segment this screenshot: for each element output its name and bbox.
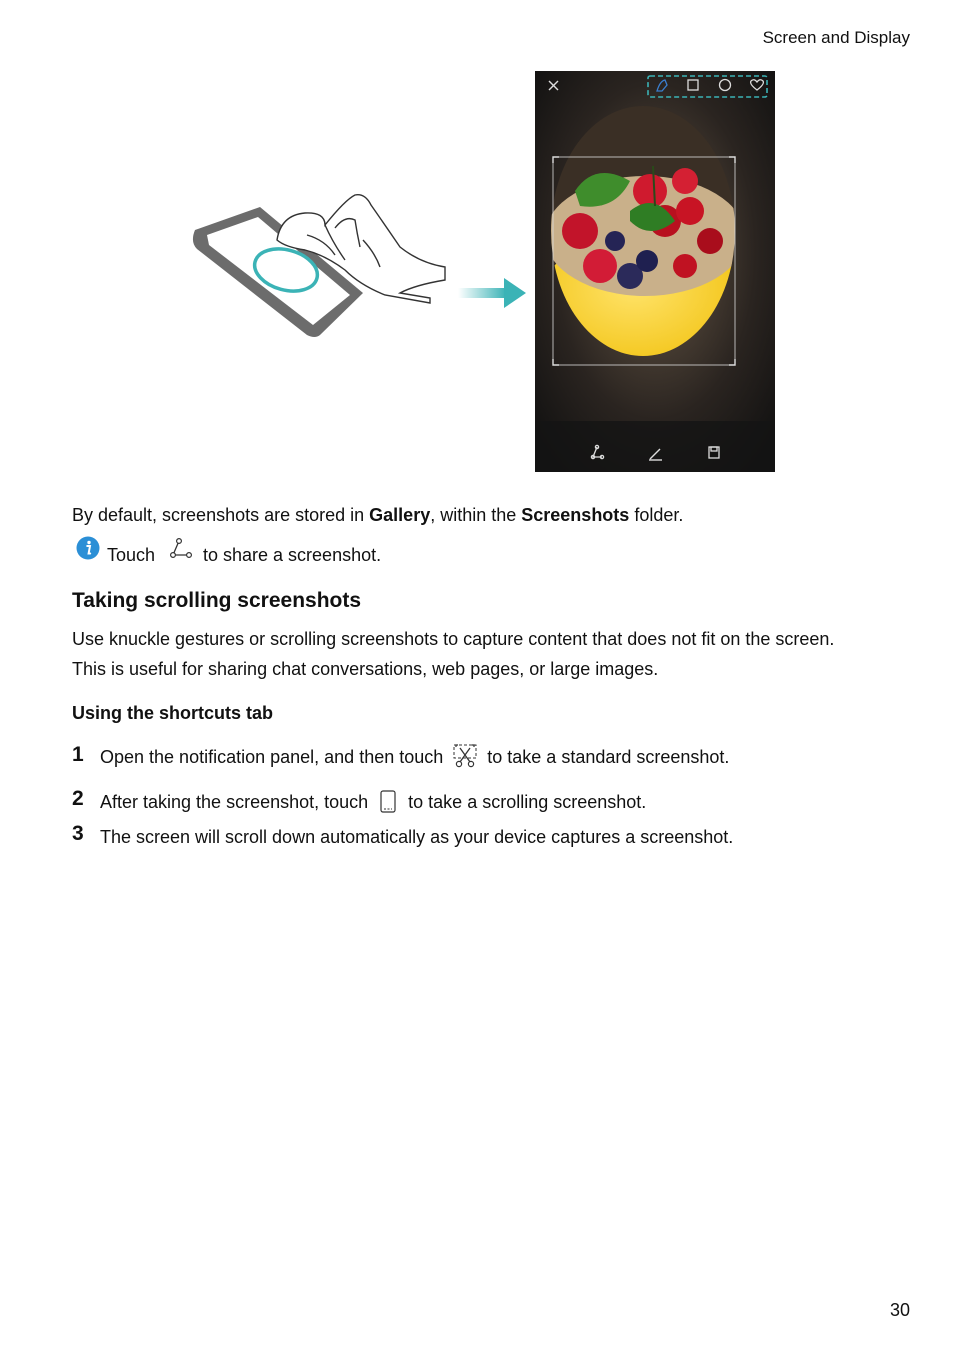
- knuckle-gesture-illustration: [185, 185, 455, 345]
- step-number: 3: [72, 822, 84, 845]
- step-text: Open the notification panel, and then touch: [100, 746, 444, 767]
- step-text: to take a scrolling screenshot.: [408, 791, 647, 812]
- step-2: [100, 782, 646, 822]
- step-1: [100, 736, 729, 778]
- step-text: to take a standard screenshot.: [487, 746, 730, 767]
- page-number: 30: [889, 1300, 910, 1320]
- step-3: [100, 824, 733, 850]
- info-icon: [76, 536, 100, 560]
- page-header: Screen and Display: [762, 28, 910, 47]
- step-text: The screen will scroll down automatically as your device captures a screenshot.: [100, 826, 734, 847]
- tip-rest-text: to share a screenshot.: [203, 545, 382, 565]
- step-number: 2: [72, 787, 84, 810]
- scrolling-screenshot-icon: [378, 789, 398, 815]
- subsection-title: Using the shortcuts tab: [72, 703, 274, 723]
- intro-text: By default, screenshots are stored in: [72, 505, 370, 525]
- section-title: Taking scrolling screenshots: [72, 589, 362, 612]
- section-body-line-2: This is useful for sharing chat conversations, web pages, or large images.: [72, 659, 659, 679]
- intro-text: folder.: [629, 505, 684, 525]
- intro-paragraph: [72, 503, 683, 527]
- section-body-line-1: Use knuckle gestures or scrolling screenshots to capture content that does not fit on the screen.: [72, 629, 835, 649]
- intro-text: , within the: [430, 505, 522, 525]
- share-icon: [168, 536, 194, 562]
- arrow-right-icon: [458, 276, 528, 310]
- step-text: After taking the screenshot, touch: [100, 791, 369, 812]
- screenshot-scissors-icon: [453, 744, 477, 770]
- tip-touch-text: Touch: [107, 545, 156, 565]
- screenshots-folder-label: Screenshots: [521, 505, 630, 525]
- gallery-label: Gallery: [369, 505, 431, 525]
- screenshot-editor-image: [535, 71, 775, 472]
- step-number: 1: [72, 743, 84, 766]
